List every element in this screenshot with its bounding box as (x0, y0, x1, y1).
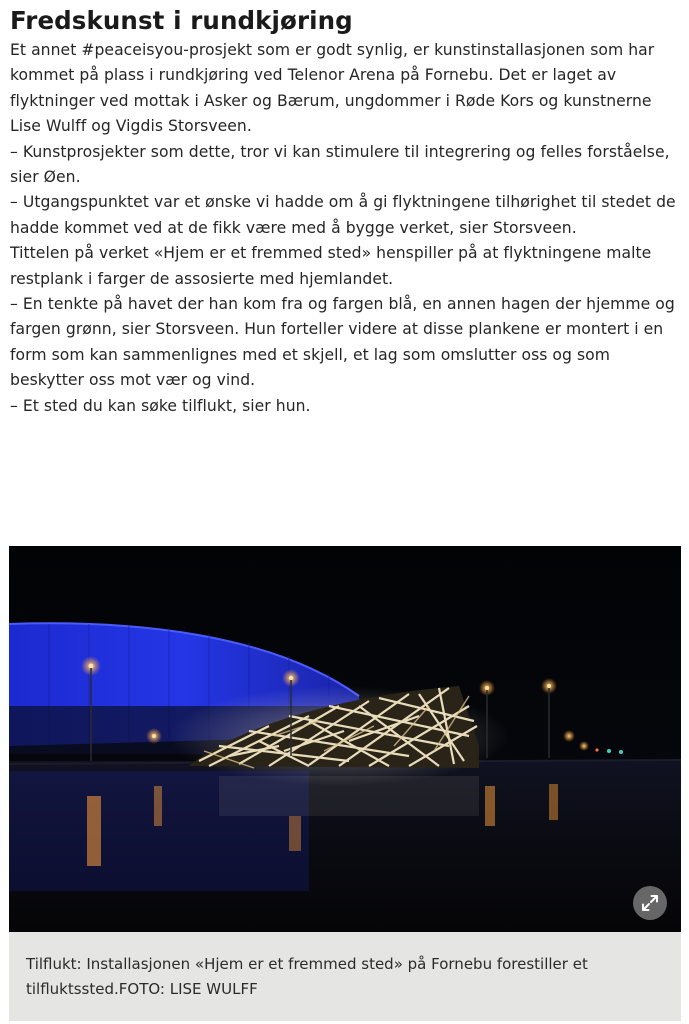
image-caption (9, 932, 681, 1021)
article-paragraph: Et annet #peaceisyou-prosjekt som er godt synlig, er kunstinstallasjonen som har kommet på plass i rundkjøring ved Telenor Arena på Fornebu. Det er laget av flyktninger ved mottak i Asker og Bærum, ungdommer i Røde Kors og kunstnerne Lise Wulff og Vigdis Storsveen. (10, 41, 655, 136)
section-headline: Fredskunst i rundkjøring (10, 6, 353, 35)
expand-image-button[interactable] (633, 886, 667, 920)
article-paragraph: Tittelen på verket «Hjem er et fremmed sted» henspiller på at flyktningene malte restplank i farger de assosierte med hjemlandet. (10, 244, 652, 288)
article-paragraph: – Et sted du kan søke tilflukt, sier hun. (10, 396, 311, 415)
article-photo[interactable] (9, 546, 681, 932)
expand-arrows-icon (641, 894, 659, 912)
article-figure (9, 546, 681, 1021)
night-photo-illustration (9, 546, 681, 932)
article-paragraph: – Kunstprosjekter som dette, tror vi kan stimulere til integrering og felles forståelse, sier Øen. (10, 142, 670, 187)
caption-text: Tilflukt: Installasjonen «Hjem er et fremmed sted» på Fornebu forestiller et tilfluktssted.FOTO: LISE WULFF (26, 955, 588, 998)
article-paragraph: – Utgangspunktet var et ønske vi hadde om å gi flyktningene tilhørighet til stedet de hadde kommet ved at de fikk være med å bygge verket, sier Storsveen. (10, 193, 676, 237)
article-paragraph: – En tenkte på havet der han kom fra og fargen blå, en annen hagen der hjemme og fargen grønn, sier Storsveen. Hun forteller videre at disse plankene er montert i en form som kan sammenlignes med et skjell, et lag som omslutter oss og som beskytter oss mot vær og vind. (10, 295, 675, 390)
article-body (10, 0, 682, 419)
